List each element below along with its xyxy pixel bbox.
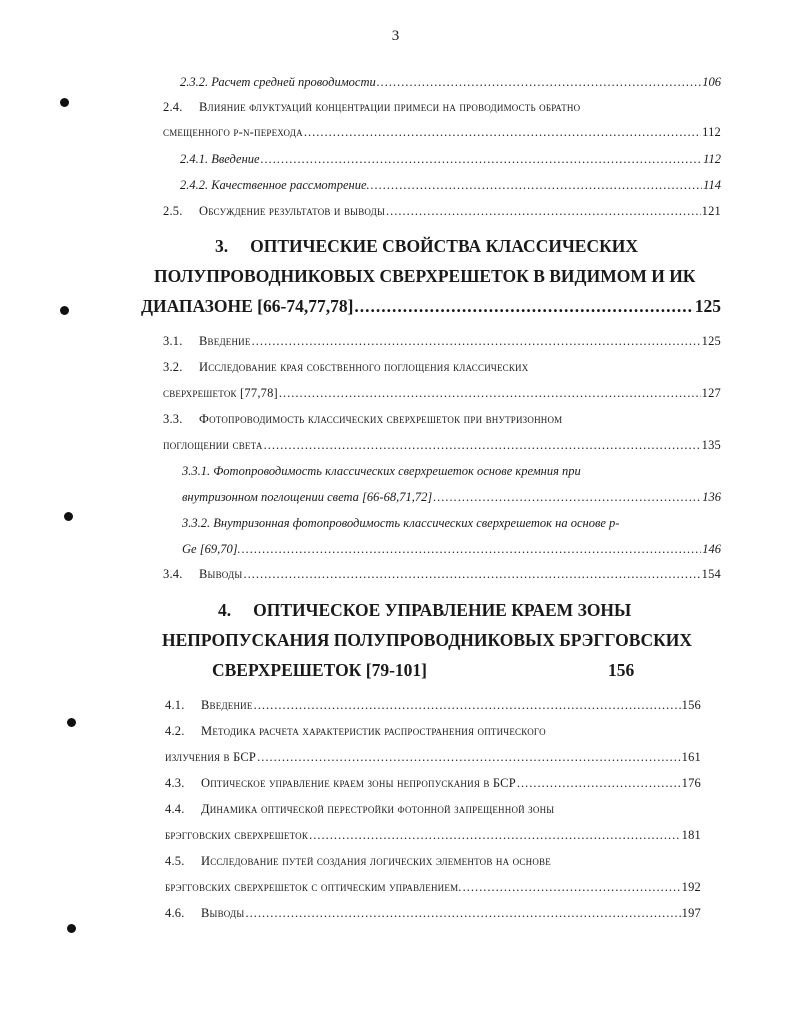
toc-entry[interactable] — [163, 359, 721, 402]
toc-number: 4.3. — [165, 776, 185, 790]
toc-page: 192 — [681, 880, 701, 894]
toc-entry[interactable] — [165, 853, 701, 896]
toc-title: Методика расчета характеристик распространения оптического — [201, 724, 546, 738]
chapter-title-cont: НЕПРОПУСКАНИЯ ПОЛУПРОВОДНИКОВЫХ БРЭГГОВСКИХ — [162, 630, 693, 650]
toc-title-cont: Ge [69,70]. — [182, 542, 241, 556]
toc-title: Введение — [199, 334, 251, 348]
toc-title-cont: брэгговских сверхрешеток — [165, 828, 309, 842]
toc-page: 121 — [701, 204, 721, 218]
toc-number: 3.1. — [163, 334, 183, 348]
chapter-title-cont: ПОЛУПРОВОДНИКОВЫХ СВЕРХРЕШЕТОК В ВИДИМОМ И ИК — [154, 266, 696, 286]
toc-page: 127 — [701, 386, 721, 400]
toc-title: Качественное рассмотрение. — [211, 178, 370, 192]
binder-hole-mark — [60, 306, 69, 315]
toc-title: Введение — [211, 152, 260, 166]
binder-hole-mark — [64, 512, 73, 521]
toc-entry[interactable] — [165, 723, 701, 766]
toc-entry[interactable] — [180, 74, 721, 91]
toc-title: Расчет средней проводимости — [211, 75, 376, 89]
toc-entry[interactable] — [163, 99, 721, 141]
toc-number: 3.3.2. — [182, 516, 211, 530]
binder-hole-mark — [67, 718, 76, 727]
toc-entry[interactable] — [180, 151, 721, 168]
toc-title: Введение — [201, 698, 253, 712]
chapter-title-last: ДИАПАЗОНЕ [66-74,77,78] — [141, 296, 354, 316]
chapter-title-cont[interactable] — [141, 296, 721, 317]
toc-number: 3.2. — [163, 360, 183, 374]
toc-entry[interactable] — [165, 905, 701, 922]
toc-title: Динамика оптической перестройки фотонной запрещенной зоны — [201, 802, 555, 816]
toc-title: Внутризонная фотопроводимость классических сверхрешеток на основе p- — [213, 516, 620, 530]
toc-page: 125 — [694, 296, 721, 316]
page-number: 3 — [391, 28, 400, 44]
binder-hole-mark — [67, 924, 76, 933]
toc-title-cont: сверхрешеток [77,78] — [163, 386, 278, 400]
toc-entry[interactable] — [165, 801, 701, 844]
toc-entry[interactable] — [163, 411, 721, 454]
chapter-heading[interactable] — [218, 600, 631, 621]
toc-page: 181 — [681, 828, 701, 842]
toc-page: 154 — [701, 567, 721, 581]
toc-number: 4.6. — [165, 906, 185, 920]
toc-title-cont: поглощении света — [163, 438, 263, 452]
toc-page: 135 — [701, 438, 721, 452]
chapter-title: ОПТИЧЕСКОЕ УПРАВЛЕНИЕ КРАЕМ ЗОНЫ — [253, 600, 632, 620]
toc-entry[interactable] — [165, 697, 701, 714]
toc-page: 156 — [681, 698, 701, 712]
toc-entry[interactable] — [163, 203, 721, 220]
toc-page: 146 — [702, 542, 721, 556]
toc-number: 4.2. — [165, 724, 185, 738]
toc-page: 125 — [701, 334, 721, 348]
chapter-title: ОПТИЧЕСКИЕ СВОЙСТВА КЛАССИЧЕСКИХ — [250, 236, 639, 256]
toc-title: Исследование путей создания логических элементов на основе — [201, 854, 551, 868]
binder-hole-mark — [60, 98, 69, 107]
chapter-heading[interactable] — [215, 236, 638, 257]
toc-title-cont: брэгговских сверхрешеток с оптическим управлением. — [165, 880, 462, 894]
toc-title-cont: смещенного p-n-перехода — [163, 125, 303, 139]
toc-title: Исследование края собственного поглощения классических — [199, 360, 529, 374]
toc-title: Выводы — [201, 906, 245, 920]
toc-number: 4.4. — [165, 802, 185, 816]
toc-title-cont: излучения в БСР — [165, 750, 257, 764]
toc-page: 197 — [681, 906, 701, 920]
toc-number: 2.3.2. — [180, 75, 209, 89]
toc-title-cont: внутризонном поглощении света [66-68,71,72] — [182, 490, 433, 504]
toc-page: 112 — [703, 152, 721, 166]
toc-number: 2.4. — [163, 100, 183, 114]
toc-title: Фотопроводимость классических сверхрешеток основе кремния при — [213, 464, 581, 478]
toc-page: 156 — [608, 660, 635, 680]
toc-title: Выводы — [199, 567, 243, 581]
toc-title: Влияние флуктуаций концентрации примеси на проводимость обратно — [199, 100, 581, 114]
toc-page: 176 — [681, 776, 701, 790]
chapter-number: 3. — [215, 236, 229, 256]
toc-title: Фотопроводимость классических сверхрешеток при внутризонном — [199, 412, 563, 426]
toc-number: 3.4. — [163, 567, 183, 581]
toc-title: Обсуждение результатов и выводы — [199, 204, 386, 218]
chapter-number: 4. — [218, 600, 232, 620]
toc-entry[interactable] — [182, 515, 721, 558]
toc-number: 2.4.1. — [180, 152, 209, 166]
toc-entry[interactable] — [180, 177, 721, 194]
toc-entry[interactable] — [182, 463, 721, 506]
toc-page: 106 — [702, 75, 721, 89]
toc-number: 2.4.2. — [180, 178, 209, 192]
toc-number: 4.1. — [165, 698, 185, 712]
toc-entry[interactable] — [163, 566, 721, 583]
toc-page: 112 — [702, 125, 721, 139]
toc-number: 3.3. — [163, 412, 183, 426]
toc-entry[interactable] — [165, 775, 701, 792]
toc-number: 4.5. — [165, 854, 185, 868]
toc-page: 136 — [702, 490, 721, 504]
chapter-title-cont[interactable] — [212, 660, 635, 681]
toc-page: 114 — [703, 178, 721, 192]
toc-title: Оптическое управление краем зоны непропускания в БСР — [201, 776, 516, 790]
toc-entry[interactable] — [163, 333, 721, 350]
toc-page: 161 — [681, 750, 701, 764]
chapter-title-last: СВЕРХРЕШЕТОК [79-101] — [212, 660, 427, 680]
toc-number: 3.3.1. — [182, 464, 211, 478]
toc-number: 2.5. — [163, 204, 183, 218]
